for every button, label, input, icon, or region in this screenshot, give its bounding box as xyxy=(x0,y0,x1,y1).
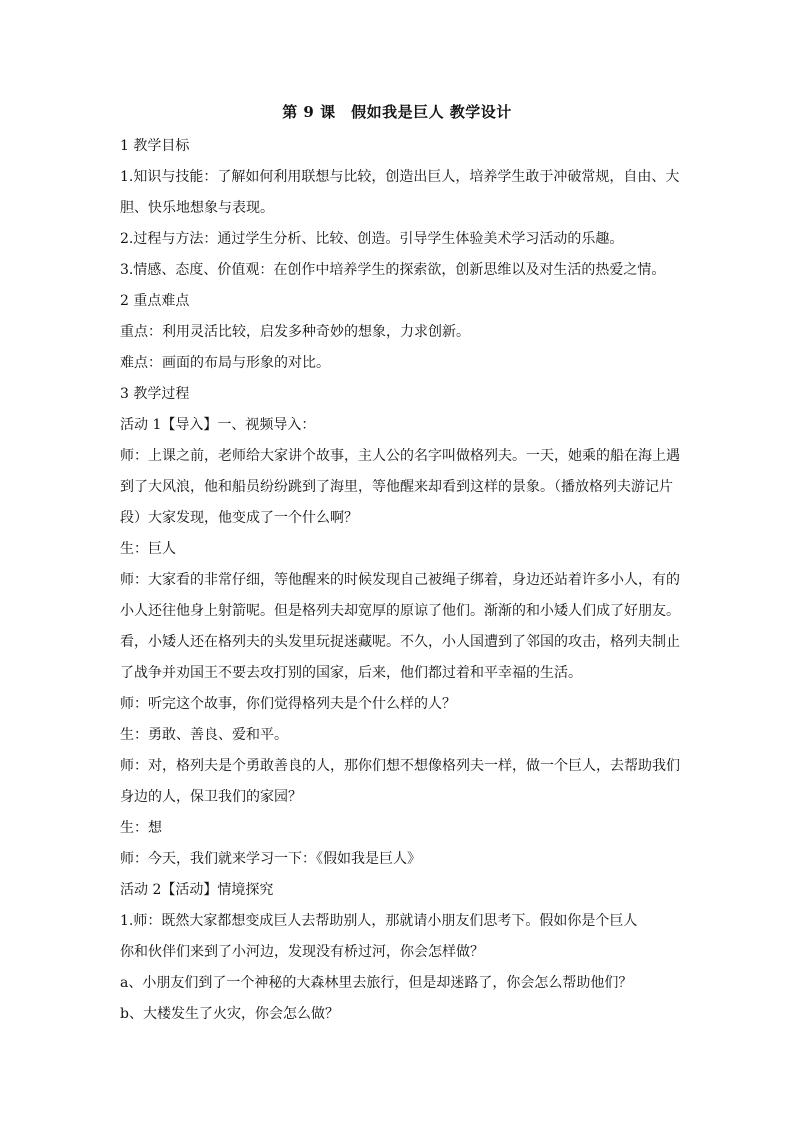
paragraph-line: 生：想 xyxy=(120,820,162,836)
paragraph-line: 段）大家发现，他变成了一个什么啊？ xyxy=(120,510,358,526)
paragraph-line: 你和伙伴们来到了小河边，发现没有桥过河，你会怎样做？ xyxy=(120,944,484,960)
paragraph-line: 1.师：既然大家都想变成巨人去帮助别人，那就请小朋友们思考下。假如你是个巨人 xyxy=(120,913,638,929)
paragraph-line: 身边的人，保卫我们的家园？ xyxy=(120,789,302,805)
paragraph-line: 师：听完这个故事，你们觉得格列夫是个什么样的人？ xyxy=(120,696,456,712)
paragraph-line: 2.过程与方法：通过学生分析、比较、创造。引导学生体验美术学习活动的乐趣。 xyxy=(120,231,624,247)
heading-objectives: 1 教学目标 xyxy=(120,138,190,154)
paragraph-line: 重点：利用灵活比较，启发多种奇妙的想象，力求创新。 xyxy=(120,324,470,340)
paragraph-line: 小人还往他身上射箭呢。但是格列夫却宽厚的原谅了他们。渐渐的和小矮人们成了好朋友。 xyxy=(120,603,680,619)
document-body xyxy=(120,131,680,1030)
paragraph-line: a、小朋友们到了一个神秘的大森林里去旅行，但是却迷路了，你会怎么帮助他们？ xyxy=(120,975,633,991)
paragraph-line: 师：上课之前，老师给大家讲个故事，主人公的名字叫做格列夫。一天，她乘的船在海上遇 xyxy=(120,448,680,464)
document-title: 第 9 课 假如我是巨人 教学设计 xyxy=(282,103,512,121)
heading-key-points: 2 重点难点 xyxy=(120,293,190,309)
paragraph-line: 3.情感、态度、价值观：在创作中培养学生的探索欲，创新思维以及对生活的热爱之情。 xyxy=(120,262,666,278)
paragraph-line: 师：大家看的非常仔细，等他醒来的时候发现自己被绳子绑着，身边还站着许多小人，有的 xyxy=(120,572,680,588)
paragraph-line: 师：对，格列夫是个勇敢善良的人，那你们想不想像格列夫一样，做一个巨人，去帮助我们 xyxy=(120,758,680,774)
paragraph-line: 生：巨人 xyxy=(120,541,176,557)
paragraph-line: 难点：画面的布局与形象的对比。 xyxy=(120,355,330,371)
activity-heading: 活动 1【导入】一、视频导入： xyxy=(120,417,316,433)
heading-process: 3 教学过程 xyxy=(120,386,190,402)
paragraph-line: 生：勇敢、善良、爱和平。 xyxy=(120,727,288,743)
paragraph-line: 到了大风浪，他和船员纷纷跳到了海里，等他醒来却看到这样的景象。（播放格列夫游记片 xyxy=(120,479,673,495)
paragraph-line: 看，小矮人还在格列夫的头发里玩捉迷藏呢。不久，小人国遭到了邻国的攻击，格列夫制止 xyxy=(120,634,680,650)
paragraph-line: 了战争并劝国王不要去攻打别的国家，后来，他们都过着和平幸福的生活。 xyxy=(120,665,582,681)
activity-heading: 活动 2【活动】情境探究 xyxy=(120,882,274,898)
paragraph-line: 胆、快乐地想象与表现。 xyxy=(120,200,274,216)
paragraph-line: b、大楼发生了火灾，你会怎么做？ xyxy=(120,1006,339,1022)
paragraph-line: 1.知识与技能：了解如何利用联想与比较，创造出巨人，培养学生敢于冲破常规，自由、大 xyxy=(120,169,680,185)
paragraph-line: 师：今天，我们就来学习一下：《假如我是巨人》 xyxy=(120,851,421,867)
